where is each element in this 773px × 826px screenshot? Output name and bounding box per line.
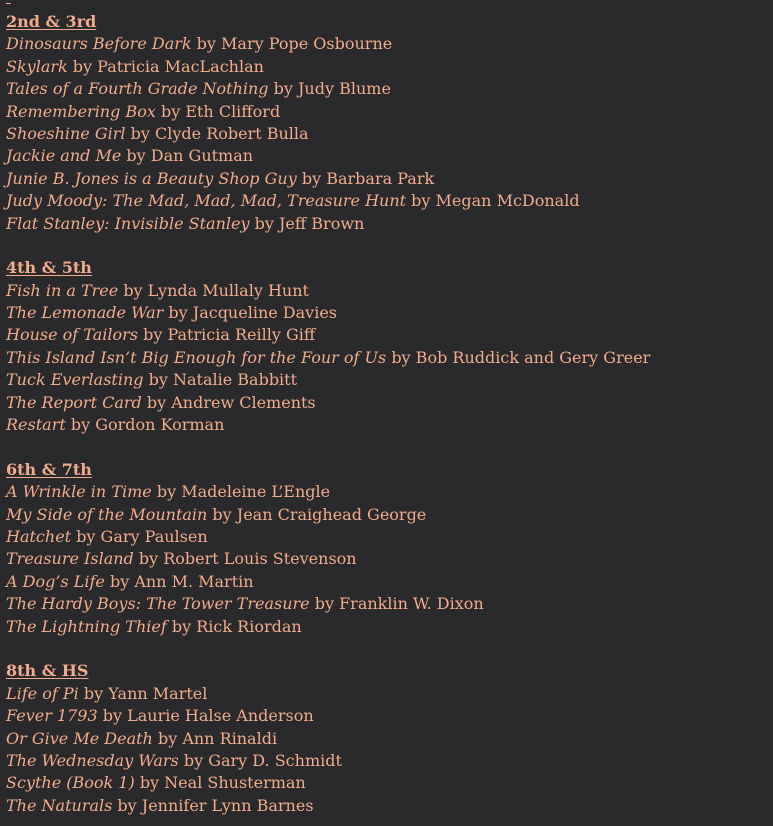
book-author: by Natalie Babbitt [148, 370, 298, 390]
book-title: Hatchet [6, 526, 72, 546]
book-author: by Jeff Brown [254, 213, 365, 233]
book-title: Dinosaurs Before Dark [6, 34, 192, 54]
book-entry [6, 705, 773, 727]
book-title: Fever 1793 [6, 706, 98, 726]
book-author: by Robert Louis Stevenson [138, 549, 357, 569]
book-title: Shoeshine Girl [6, 123, 126, 143]
book-title: Fish in a Tree [6, 280, 119, 300]
book-title: This Island Isn’t Big Enough for the Four of Us [6, 347, 387, 367]
book-title: The Hardy Boys: The Tower Treasure [6, 594, 310, 614]
book-author: by Dan Gutman [126, 146, 254, 166]
book-entry [6, 78, 773, 100]
book-entry [6, 145, 773, 167]
book-title: Flat Stanley: Invisible Stanley [6, 213, 250, 233]
book-entry [6, 302, 773, 324]
book-author: by Gary D. Schmidt [183, 750, 342, 770]
book-author: by Barbara Park [301, 168, 435, 188]
section-6th-7th [6, 459, 773, 638]
book-author: by Franklin W. Dixon [314, 594, 484, 614]
book-author: by Jean Craighead George [212, 504, 427, 524]
book-entry [6, 571, 773, 593]
book-entry [6, 213, 773, 235]
section-8th-hs [6, 660, 773, 817]
section-4th-5th [6, 257, 773, 436]
book-author: by Gordon Korman [70, 415, 225, 435]
book-author: by Clyde Robert Bulla [130, 123, 309, 143]
book-title: My Side of the Mountain [6, 504, 208, 524]
book-title: Tales of a Fourth Grade Nothing [6, 79, 269, 99]
book-entry [6, 750, 773, 772]
book-title: Remembering Box [6, 101, 156, 121]
book-entry [6, 101, 773, 123]
book-author: by Eth Clifford [160, 101, 281, 121]
book-author: by Madeleine L’Engle [156, 482, 331, 502]
book-author: by Neal Shusterman [139, 773, 306, 793]
book-title: A Wrinkle in Time [6, 482, 152, 502]
book-entry [6, 123, 773, 145]
book-entry [6, 526, 773, 548]
book-entry [6, 481, 773, 503]
section-heading: 2nd & 3rd [6, 12, 97, 31]
book-title: Jackie and Me [6, 146, 122, 166]
book-title: Scythe (Book 1) [6, 773, 135, 793]
book-author: by Ann M. Martin [109, 571, 254, 591]
book-entry [6, 324, 773, 346]
book-author: by Megan McDonald [411, 191, 580, 211]
book-entry [6, 683, 773, 705]
book-title: Junie B. Jones is a Beauty Shop Guy [6, 168, 297, 188]
section-heading: 4th & 5th [6, 258, 92, 278]
book-author: by Bob Ruddick and Gery Greer [391, 347, 651, 367]
section-heading: 6th & 7th [6, 459, 92, 479]
book-author: by Mary Pope Osbourne [196, 34, 393, 54]
book-title: Life of Pi [6, 683, 79, 703]
book-title: Or Give Me Death [6, 728, 153, 748]
book-title: The Report Card [6, 392, 142, 412]
book-entry [6, 795, 773, 817]
book-entry [6, 369, 773, 391]
book-title: Skylark [6, 56, 68, 76]
book-title: The Lightning Thief [6, 616, 167, 636]
book-author: by Ann Rinaldi [157, 728, 278, 748]
book-entry [6, 616, 773, 638]
book-author: by Jennifer Lynn Barnes [117, 795, 314, 815]
book-entry [6, 548, 773, 570]
book-title: Judy Moody: The Mad, Mad, Mad, Treasure Hunt [6, 191, 407, 211]
book-title: The Lemonade War [6, 303, 164, 323]
book-author: by Judy Blume [273, 79, 391, 99]
book-author: by Rick Riordan [171, 616, 302, 636]
book-author: by Gary Paulsen [76, 526, 208, 546]
book-entry [6, 280, 773, 302]
book-title: House of Tailors [6, 325, 138, 345]
book-title: Tuck Everlasting [6, 370, 144, 390]
book-entry [6, 168, 773, 190]
section-2nd-3rd [6, 11, 773, 235]
book-title: Restart [6, 415, 66, 435]
book-title: Treasure Island [6, 549, 134, 569]
book-author: by Patricia Reilly Giff [143, 325, 316, 345]
book-entry [6, 347, 773, 369]
book-entry [6, 33, 773, 55]
book-author: by Jacqueline Davies [168, 303, 337, 323]
book-title: The Naturals [6, 795, 113, 815]
section-heading: 8th & HS [6, 661, 89, 681]
book-entry [6, 414, 773, 436]
book-title: The Wednesday Wars [6, 750, 179, 770]
book-entry [6, 728, 773, 750]
book-entry [6, 190, 773, 212]
book-entry [6, 593, 773, 615]
book-author: by Yann Martel [83, 683, 208, 703]
book-entry [6, 56, 773, 78]
book-entry [6, 504, 773, 526]
book-title: A Dog’s Life [6, 571, 105, 591]
book-author: by Patricia MacLachlan [72, 56, 264, 76]
book-author: by Laurie Halse Anderson [102, 706, 314, 726]
book-author: by Andrew Clements [146, 392, 316, 412]
book-entry [6, 772, 773, 794]
book-author: by Lynda Mullaly Hunt [123, 280, 309, 300]
corner-dash-mark [6, 3, 11, 4]
book-entry [6, 392, 773, 414]
